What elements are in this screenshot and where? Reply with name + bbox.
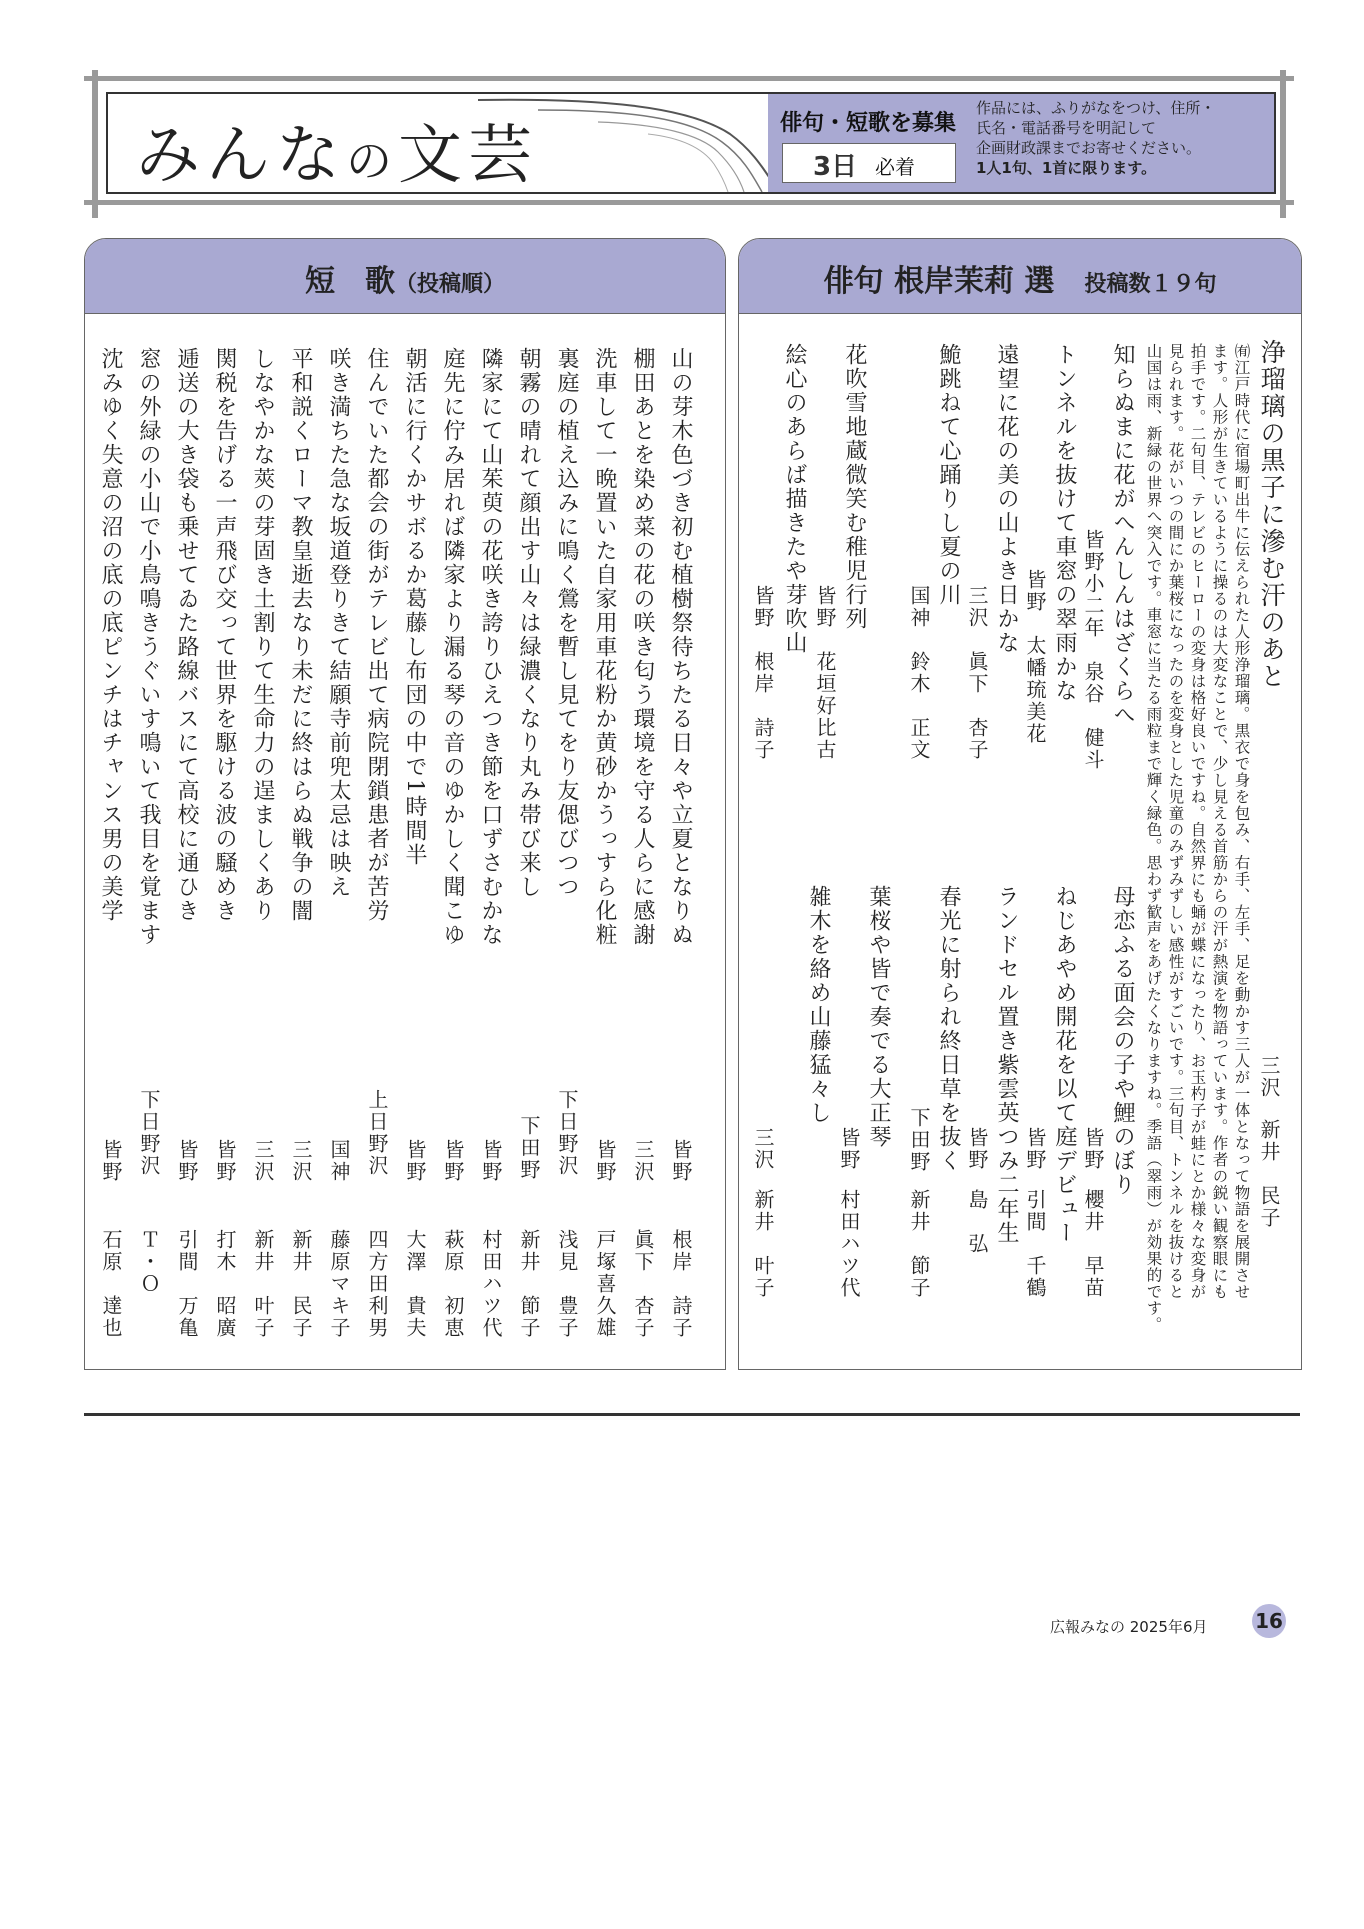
haiku-author: 村田ハツ代 — [837, 1189, 861, 1299]
header-rail-top — [84, 76, 1294, 81]
haiku-poem: 雑木を絡め山藤猛々し — [806, 885, 831, 1125]
tanka-author: 根岸 詩子 — [669, 1229, 693, 1339]
haiku-poem: 知らぬまに花がへんしんはざくらへ — [1110, 343, 1135, 727]
haiku-byline: 皆野小二年 泉谷 健斗 — [1081, 529, 1105, 771]
tanka-area: 三沢 — [631, 1139, 655, 1183]
selector-comment: ます。人形が生きているように操るのは大変なことで、少し見える首筋からの汗が熱演を物語っています。作者の鋭い観察眼にも — [1210, 343, 1229, 1300]
haiku-author: 櫻井 早苗 — [1081, 1189, 1105, 1299]
haiku-title-text: 俳句 根岸茉莉 選 — [823, 264, 1055, 299]
tanka-subtitle: （投稿順） — [394, 272, 505, 297]
tanka-author: Ｔ・Ｏ — [137, 1229, 161, 1295]
haiku-area: 下田野 — [907, 1107, 931, 1173]
featured-author: 新井 民子 — [1257, 1119, 1281, 1229]
tanka-poem: 裏庭の植え込みに鳴く鶯を暫し見てをり友偲びつつ — [554, 347, 579, 899]
tanka-area: 皆野 — [213, 1139, 237, 1183]
haiku-area: 三沢 — [751, 1127, 775, 1171]
notice-line: 企画財政課までお寄せください。 — [976, 139, 1202, 157]
tanka-poem: 朝活に行くかサボるか葛藤し布団の中で1時間半 — [402, 347, 427, 867]
title-part-minna: みんな — [136, 119, 346, 193]
haiku-byline: 三沢 眞下 杏子 — [965, 585, 989, 761]
tanka-poem: 窓の外緑の小山で小鳥鳴きうぐいす鳴いて我目を覚ます — [136, 347, 161, 947]
tanka-area: 上日野沢 — [365, 1089, 389, 1177]
tanka-poem: 平和説くローマ教皇逝去なり未だに終はらぬ戦争の闇 — [288, 347, 313, 923]
haiku-poem: ねじあやめ開花を以て庭デビュー — [1052, 885, 1077, 1245]
tanka-poem: しなやかな莢の芽固き土割りて生命力の逞ましくあり — [250, 347, 275, 923]
tanka-author: 戸塚喜久雄 — [593, 1229, 617, 1339]
tanka-title-text: 短 歌 — [304, 264, 395, 299]
haiku-poem: 春光に射られ終日草を抜く — [936, 885, 961, 1173]
haiku-panel — [738, 238, 1302, 1370]
tanka-area: 下日野沢 — [555, 1089, 579, 1177]
haiku-author: 島 弘 — [965, 1189, 989, 1255]
tanka-poem: 逓送の大き袋も乗せてゐた路線バスにて高校に通ひき — [174, 347, 199, 923]
tanka-area: 国神 — [327, 1139, 351, 1183]
tanka-area: 三沢 — [289, 1139, 313, 1183]
tanka-area: 下田野 — [517, 1115, 541, 1181]
tanka-author: 新井 民子 — [289, 1229, 313, 1339]
notice-line: 作品には、ふりがなをつけ、住所・ — [976, 99, 1216, 117]
haiku-byline: 皆野 太幡琉美花 — [1023, 569, 1047, 745]
tanka-title — [85, 256, 725, 300]
header-box — [106, 92, 1276, 194]
tanka-poem: 庭先に佇み居れば隣家より漏る琴の音のゆかしく聞こゆ — [440, 347, 465, 947]
haiku-poem: 絵心のあらば描きたや芽吹山 — [782, 343, 807, 655]
notice-line: 1人1句、1首に限ります。 — [976, 159, 1157, 177]
deadline-text: 必着 — [875, 155, 915, 179]
tanka-area: 下日野沢 — [137, 1089, 161, 1177]
haiku-poem: 母恋ふる面会の子や鯉のぼり — [1110, 885, 1135, 1197]
haiku-area: 皆野 — [1023, 1127, 1047, 1171]
tanka-author: 大澤 貴夫 — [403, 1229, 427, 1339]
deadline-day: 3日 — [813, 152, 858, 182]
tanka-author: 四方田利男 — [365, 1229, 389, 1339]
tanka-area: 皆野 — [175, 1139, 199, 1183]
tanka-poem: 住んでいた都会の街がテレビ出て病院閉鎖患者が苦労 — [364, 347, 389, 923]
tanka-author: 打木 昭廣 — [213, 1229, 237, 1339]
tanka-area: 三沢 — [251, 1139, 275, 1183]
selector-comment: ㈲江戸時代に宿場町出牛に伝えられた人形浄瑠璃。黒衣で身を包み、右手、左手、足を動かす三人が一体となって物語を展開させ — [1232, 343, 1251, 1300]
haiku-area: 皆野 — [965, 1127, 989, 1171]
haiku-poem: 葉桜や皆で奏でる大正琴 — [866, 885, 891, 1149]
haiku-area: 皆野 — [837, 1127, 861, 1171]
tanka-author: 引間 万亀 — [175, 1229, 199, 1339]
tanka-poem: 山の芽木色づき初む植樹祭待ちたる日々や立夏となりぬ — [668, 347, 693, 947]
haiku-panel-header — [739, 239, 1301, 314]
tanka-author: 藤原マキ子 — [327, 1229, 351, 1339]
tanka-author: 村田ハツ代 — [479, 1229, 503, 1339]
haiku-author: 新井 叶子 — [751, 1189, 775, 1299]
tanka-poem: 関税を告げる一声飛び交って世界を駆ける波の騒めき — [212, 347, 237, 923]
haiku-poem: 遠望に花の美の山よき日かな — [994, 343, 1019, 655]
header-rail-bottom — [84, 200, 1294, 205]
tanka-poem: 洗車して一晩置いた自家用車花粉か黄砂かうっすら化粧 — [592, 347, 617, 947]
tanka-author: 新井 節子 — [517, 1229, 541, 1339]
wave-decoration-icon — [478, 94, 788, 192]
header-post-left — [92, 70, 98, 218]
tanka-author: 浅見 豊子 — [555, 1229, 579, 1339]
tanka-poem: 沈みゆく失意の沼の底の底ピンチはチャンス男の美学 — [98, 347, 123, 923]
tanka-area: 皆野 — [441, 1139, 465, 1183]
tanka-poem: 朝霧の晴れて顔出す山々は緑濃くなり丸み帯び来し — [516, 347, 541, 899]
haiku-count: 投稿数１９句 — [1084, 272, 1217, 297]
deadline-badge — [782, 143, 956, 183]
haiku-poem: 鮠跳ねて心踊りし夏の川 — [936, 343, 961, 607]
tanka-poem: 隣家にて山茱萸の花咲き誇りひえつき節を口ずさむかな — [478, 347, 503, 947]
tanka-poem: 棚田あとを染め菜の花の咲き匂う環境を守る人らに感謝 — [630, 347, 655, 947]
featured-area: 三沢 — [1257, 1055, 1281, 1099]
recruit-label: 俳句・短歌を募集 — [780, 111, 957, 136]
submission-notice — [976, 98, 1272, 178]
haiku-byline: 国神 鈴木 正文 — [907, 585, 931, 761]
title-part-bungei: 文芸 — [398, 119, 538, 193]
haiku-poem: トンネルを抜けて車窓の翠雨かな — [1052, 343, 1077, 703]
tanka-area: 皆野 — [99, 1139, 123, 1183]
selector-comment: 山国は雨、新緑の世界へ突入です。車窓に当たる雨粒まで輝く緑色。思わず歓声をあげたくなりますね。季語（翠雨）が効果的です。 — [1144, 343, 1163, 1333]
tanka-panel — [84, 238, 726, 1370]
tanka-area: 皆野 — [669, 1139, 693, 1183]
tanka-area: 皆野 — [403, 1139, 427, 1183]
haiku-poem: 花吹雪地蔵微笑む稚児行列 — [842, 343, 867, 631]
selector-comment: 拍手です。二句目、テレビのヒーローの変身は格好良いですね。自然界にも蛹が蝶になったり、お玉杓子が蛙にとか様々な変身が — [1188, 343, 1207, 1300]
haiku-title — [739, 256, 1301, 300]
tanka-author: 萩原 初恵 — [441, 1229, 465, 1339]
notice-line: 氏名・電話番号を明記して — [976, 119, 1157, 137]
tanka-panel-header — [85, 239, 725, 314]
bottom-divider — [84, 1413, 1300, 1416]
selector-comment: 見られます。花がいつの間にか葉桜になったのを変身とした児童のみずみずしい感性がすごいです。三句目、トンネルを抜けると — [1166, 343, 1185, 1300]
haiku-author: 引間 千鶴 — [1023, 1189, 1047, 1299]
tanka-author: 新井 叶子 — [251, 1229, 275, 1339]
haiku-poem: ランドセル置き紫雲英つみ二年生 — [994, 885, 1019, 1245]
haiku-byline: 皆野 花垣好比古 — [813, 585, 837, 761]
featured-haiku: 浄瑠璃の黒子に滲む汗のあと — [1257, 339, 1286, 690]
tanka-poem: 咲き満ちた急な坂道登りきて結願寺前兜太忌は映え — [326, 347, 351, 899]
footer-issue: 広報みなの 2025年6月 — [1050, 1618, 1208, 1636]
title-part-no: の — [346, 134, 398, 188]
haiku-area: 皆野 — [1081, 1127, 1105, 1171]
page-number-badge: 16 — [1252, 1604, 1286, 1638]
header-frame — [84, 76, 1294, 210]
haiku-byline: 皆野 根岸 詩子 — [751, 585, 775, 761]
tanka-area: 皆野 — [479, 1139, 503, 1183]
tanka-author: 眞下 杏子 — [631, 1229, 655, 1339]
tanka-author: 石原 達也 — [99, 1229, 123, 1339]
haiku-author: 新井 節子 — [907, 1189, 931, 1299]
tanka-area: 皆野 — [593, 1139, 617, 1183]
header-post-right — [1280, 70, 1286, 218]
